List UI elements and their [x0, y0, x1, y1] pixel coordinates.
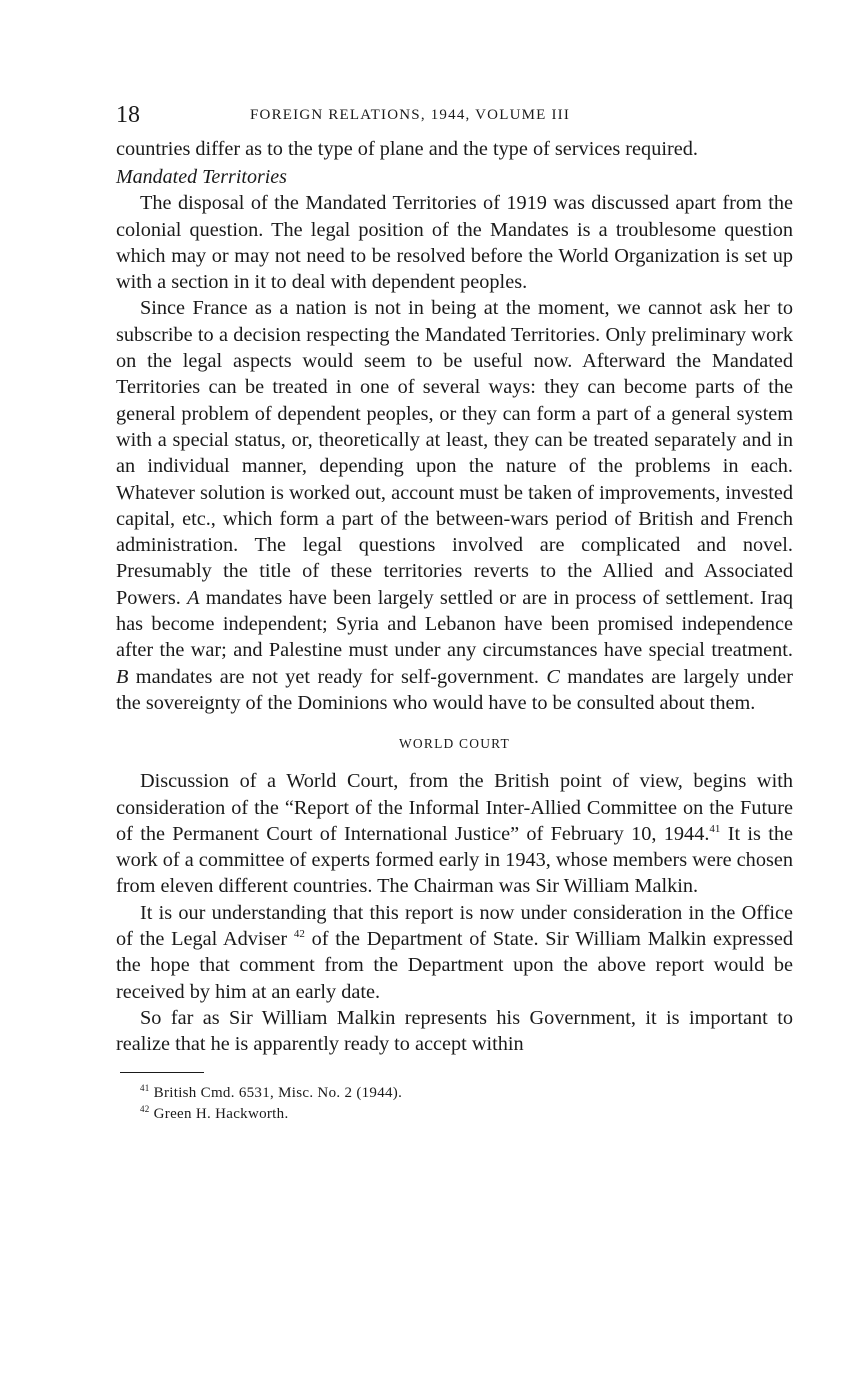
footnote-text: British Cmd. 6531, Misc. No. 2 (1944).: [153, 1084, 403, 1101]
footnote-ref-41[interactable]: 41: [709, 823, 721, 836]
document-page: [116, 100, 793, 1125]
mandated-territories-heading: Mandated Territories: [116, 166, 287, 189]
mandated-p2-text-3: mandates are not yet ready for self-government.: [128, 665, 547, 688]
mandated-p2-text-1: Since France as a nation is not in being at the moment, we cannot ask her to subscribe to a decision respecting the Mandated Territories. Only preliminary work on the legal aspects would seem to be useful now. Afterward the Mandated Territories can be treated in one of several ways: they can become parts of the general problem of dependent peoples, or they can form a part of a general system with a special status, or, theoretically at least, they can be treated separately and in an individual manner, depending upon the nature of the problems in each. Whatever solution is worked out, account must be taken of improvements, invested capital, etc., which form a part of the between-wars period of British and French administration. The legal questions involved are complicated and novel. Presumably the title of these territories reverts to the Allied and Associated Powers.: [116, 297, 793, 609]
world-court-p1-text-2: It is the work of a committee of experts formed early in 1943, whose members were chosen from eleven different countries. The Chairman was Sir William Malkin.: [116, 822, 793, 898]
footnote-ref-42[interactable]: 42: [293, 928, 305, 941]
world-court-heading: WORLD COURT: [398, 736, 510, 752]
running-head: [116, 100, 793, 130]
footnote-42: [140, 1104, 793, 1125]
mandate-class-b: B: [116, 665, 129, 688]
world-court-p1-text-1: Discussion of a World Court, from the British point of view, begins with consideration of the “Report of the Informal Inter-Allied Committee on the Future of the Permanent Court of International Justice” of February 10, 1944.: [116, 770, 793, 845]
mandated-p2-text-2: mandates have been largely settled or are in process of settlement. Iraq has become independent; Syria and Lebanon have been promised independence after the war; and Palestine must under any circumstances have special treatment.: [116, 586, 793, 662]
footnote-divider: [120, 1072, 204, 1073]
mandate-class-c: C: [546, 665, 560, 688]
footnote-text: Green H. Hackworth.: [153, 1105, 289, 1122]
mandated-p2-text-4: mandates are largely under the sovereignty of the Dominions who would have to be consulted about them.: [116, 665, 793, 714]
running-head-title: FOREIGN RELATIONS, 1944, VOLUME III: [250, 107, 571, 123]
world-court-p2-text-1: It is our understanding that this report is now under consideration in the Office of the Legal Adviser: [116, 901, 793, 951]
world-court-paragraph-3: So far as Sir William Malkin represents his Government, it is important to realize that he is apparently ready to accept within: [116, 1006, 793, 1056]
mandated-paragraph-2: [116, 295, 793, 716]
mandated-paragraph-1: The disposal of the Mandated Territories of 1919 was discussed apart from the colonial question. The legal position of the Mandates is a troublesome question which may or may not need to be resolved before the World Organization is set up with a section in it to deal with dependent peoples.: [116, 192, 793, 294]
world-court-p2-text-2: of the Department of State. Sir William Malkin expressed the hope that comment from the Department upon the above report would be received by him at an early date.: [116, 928, 793, 1003]
world-court-paragraph-2: [116, 900, 793, 1005]
page-number: 18: [116, 102, 140, 128]
intro-paragraph: countries differ as to the type of plane and the type of services required.: [116, 138, 698, 160]
world-court-paragraph-1: [116, 768, 793, 899]
footnote-41: [140, 1083, 793, 1104]
mandate-class-a: A: [187, 586, 200, 609]
footnote-number: 41: [140, 1082, 150, 1093]
footnote-number: 42: [140, 1103, 150, 1114]
